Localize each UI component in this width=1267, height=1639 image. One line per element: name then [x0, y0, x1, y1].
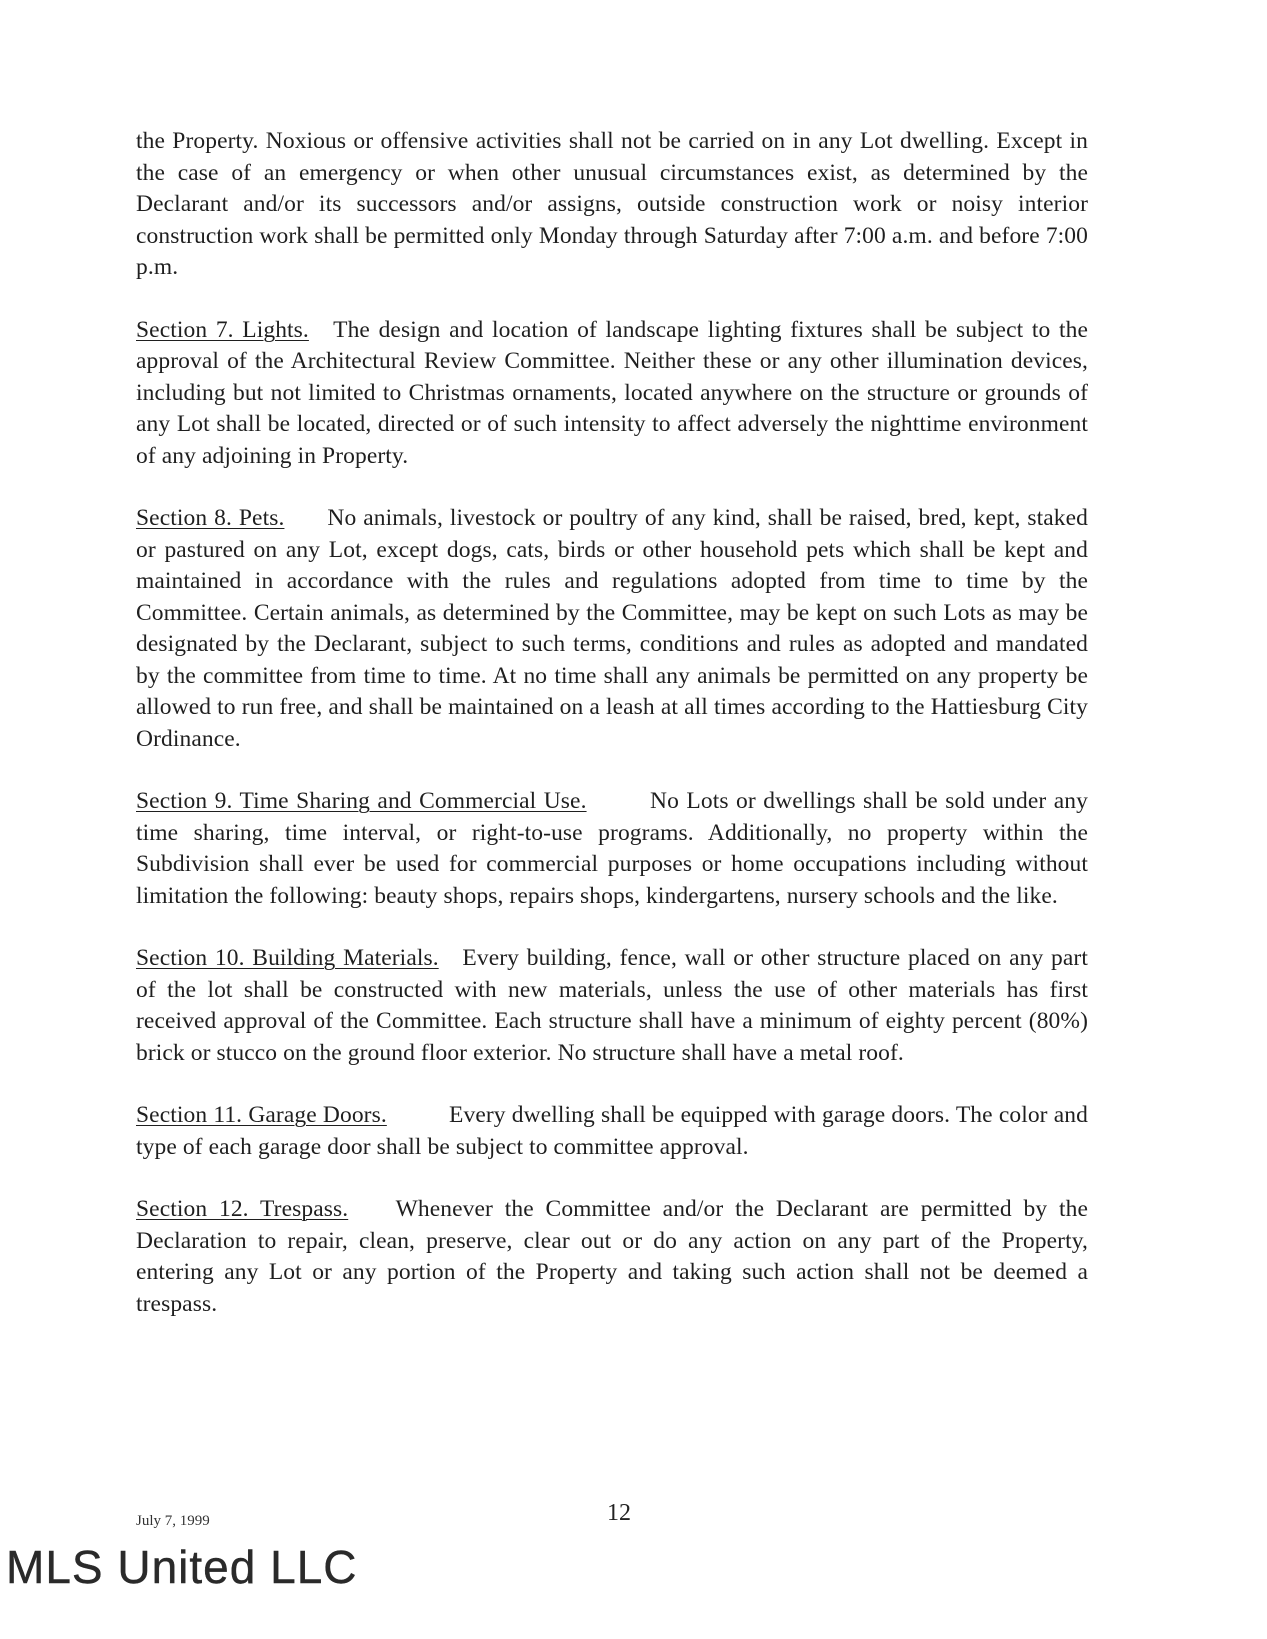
- footer-date: July 7, 1999: [136, 1513, 210, 1529]
- section-9-time-sharing: [136, 786, 1088, 912]
- page-number: 12: [607, 1500, 631, 1526]
- section-text: Every dwelling shall be equipped with garage doors. The color and type of each garage door shall be subject to committee approval.: [136, 1102, 1089, 1160]
- watermark-logo: MLS United LLC: [6, 1541, 358, 1593]
- section-7-lights: [136, 315, 1088, 473]
- section-12-trespass: [136, 1194, 1088, 1320]
- section-title: Section 7. Lights.: [136, 316, 309, 343]
- section-title: Section 12. Trespass.: [136, 1196, 349, 1222]
- section-10-building-materials: [136, 943, 1088, 1069]
- section-title: Section 9. Time Sharing and Commercial Use.: [136, 788, 587, 814]
- section-title: Section 10. Building Materials.: [136, 945, 439, 971]
- section-text: The design and location of landscape lighting fixtures shall be subject to the approval of the Architectural Review Committee. Neither these or any other illumination devices, including but not limited to Christmas ornaments, located anywhere on the structure or grounds of any Lot shall be located, directed or of such intensity to affect adversely the nighttime environment of any adjoining in Property.: [136, 316, 1088, 469]
- section-text: No Lots or dwellings shall be sold under any time sharing, time interval, or right-to-use programs. Additionally, no property within the Subdivision shall ever be used for commercial purposes or home occupations including without limitation the following: beauty shops, repairs shops, kindergartens, nursery schools and the like.: [136, 788, 1088, 909]
- section-text: Whenever the Committee and/or the Declarant are permitted by the Declaration to repair, clean, preserve, clear out or do any action on any part of the Property, entering any Lot or any portion of the Property and taking such action shall not be deemed a trespass.: [136, 1196, 1088, 1317]
- document-body: [136, 126, 1088, 1351]
- continuation-paragraph: the Property. Noxious or offensive activities shall not be carried on in any Lot dwelling. Except in the case of an emergency or when other unusual circumstances exist, as determined by the Declarant and/or its successors and/or assigns, outside construction work or noisy interior construction work shall be permitted only Monday through Saturday after 7:00 a.m. and before 7:00 p.m.: [136, 128, 1088, 280]
- section-text: No animals, livestock or poultry of any kind, shall be raised, bred, kept, staked or pastured on any Lot, except dogs, cats, birds or other household pets which shall be kept and maintained in accordance with the rules and regulations adopted from time to time by the Committee. Certain animals, as determined by the Committee, may be kept on such Lots as may be designated by the Declarant, subject to such terms, conditions and rules as adopted and mandated by the committee from time to time. At no time shall any animals be permitted on any property be allowed to run free, and shall be maintained on a leash at all times according to the Hattiesburg City Ordinance.: [136, 505, 1088, 752]
- section-11-garage-doors: [136, 1100, 1088, 1163]
- section-text: Every building, fence, wall or other structure placed on any part of the lot shall be constructed with new materials, unless the use of other materials has first received approval of the Committee. Each structure shall have a minimum of eighty percent (80%) brick or stucco on the ground floor exterior. No structure shall have a metal roof.: [136, 945, 1088, 1066]
- section-title: Section 8. Pets.: [136, 505, 285, 531]
- section-8-pets: [136, 503, 1088, 755]
- section-title: Section 11. Garage Doors.: [136, 1102, 387, 1128]
